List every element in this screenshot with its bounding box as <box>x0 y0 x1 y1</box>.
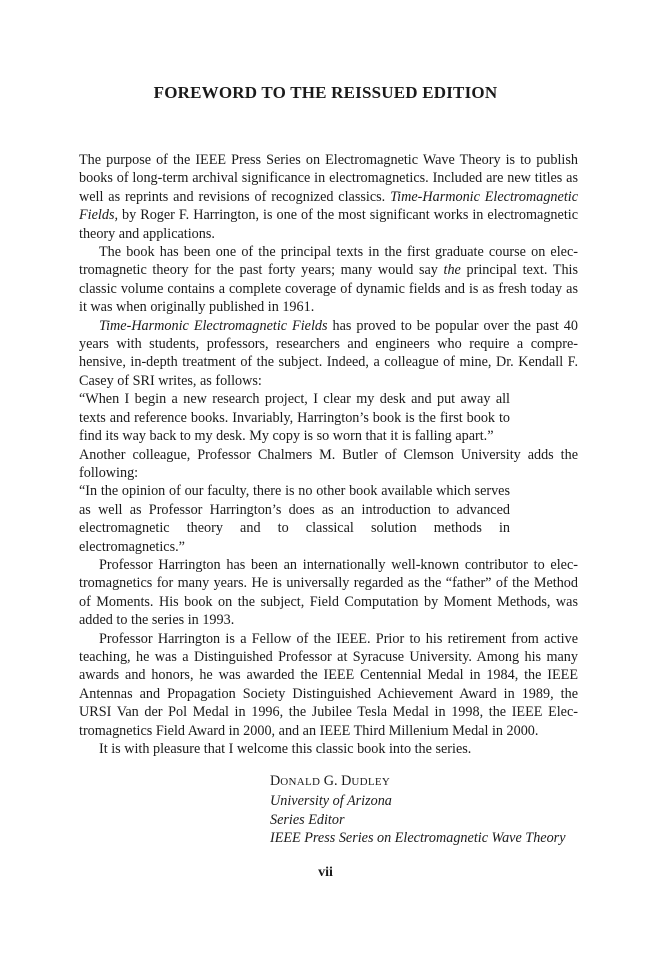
paragraph-popularity <box>79 317 578 391</box>
quote-casey: “When I begin a new research project, I clear my desk and put away all texts and reference books. Invariably, Harrington’s book is the first book to find its way back to my desk. My copy is so worn that it is falling apart.” <box>79 391 510 445</box>
signature-affiliation: University of Arizona <box>270 793 392 809</box>
book-title-italic: Time-Harmonic Electromagnetic Fields, <box>79 188 579 224</box>
quote-butler: “In the opinion of our faculty, there is no other book available which serves as well as Professor Harrington’s does as an introduction to advanced electromagnetic theory and to classical solution methods in electromagnetics.” <box>79 483 510 555</box>
signature-block <box>270 772 578 847</box>
name-middle: G. <box>320 773 342 790</box>
paragraph-text: has proved to be popular over the past 40 years with students, professors, researchers and engineers who require a comprehensive, in-depth treatment of the subject. Indeed, a colleague of mine, Dr. Kendall F. Casey of SRI writes, as follows: <box>79 317 578 389</box>
paragraph-text: The book has been one of the principal texts in the first graduate course on electromagnetic theory for the past forty years; many would say <box>79 244 578 279</box>
name-rest: UDLEY <box>351 776 391 789</box>
page-number: vii <box>318 865 333 880</box>
name-initial: D <box>270 773 281 790</box>
paragraph-text: principal text. This classic volume contains a complete coverage of dynamic fields and is as fresh today as it was when originally published in 1961. <box>79 262 578 316</box>
emphasis-italic: the <box>443 262 461 279</box>
paragraph-text: by Roger F. Harrington, is one of the most significant works in electromagnetic theory and applications. <box>79 207 578 242</box>
paragraph-text: The purpose of the IEEE Press Series on Electromagnetic Wave Theory is to publish books of long-term archival significance in electromagnetics. Included are new titles as well as reprints and revisions of recognized classics. <box>79 152 578 205</box>
paragraph-welcome: It is with pleasure that I welcome this classic book into the series. <box>99 741 472 757</box>
paragraph-contributor: Professor Harrington has been an internationally well-known contributor to electromagnetics for many years. He is universally regarded as the “father” of the Method of Moments. His book on the subject, Field Computation by Moment Methods, was added to the series in 1993. <box>79 556 578 629</box>
paragraph-purpose <box>79 151 578 243</box>
foreword-body <box>79 151 578 848</box>
book-title-italic: Time-Harmonic Electromagnetic Fields <box>99 317 328 334</box>
paragraph-fellow: Professor Harrington is a Fellow of the IEEE. Prior to his retirement from active teaching, he was a Distinguished Professor at Syracuse University. Among his many awards and honors, he was awarded the IEEE Centennial Medal in 1984, the IEEE Antennas and Propagation Society Distinguished Achievement Award in 1989, the URSI Van der Pol Medal in 1996, the Jubilee Tesla Medal in 1998, the IEEE Electromagnetics Field Award in 2000, and an IEEE Third Millenium Medal in 2000. <box>79 630 578 739</box>
paragraph-principal-text <box>79 243 578 317</box>
paragraph-butler: Another colleague, Professor Chalmers M. Butler of Clemson University adds the following: <box>79 446 578 481</box>
signature-name <box>270 772 578 792</box>
name-rest: ONALD <box>280 776 321 789</box>
signature-series: IEEE Press Series on Electromagnetic Wave Theory <box>270 830 566 847</box>
page-title: FOREWORD TO THE REISSUED EDITION <box>153 83 498 102</box>
signature-role: Series Editor <box>270 811 345 828</box>
name-initial: D <box>341 773 352 790</box>
